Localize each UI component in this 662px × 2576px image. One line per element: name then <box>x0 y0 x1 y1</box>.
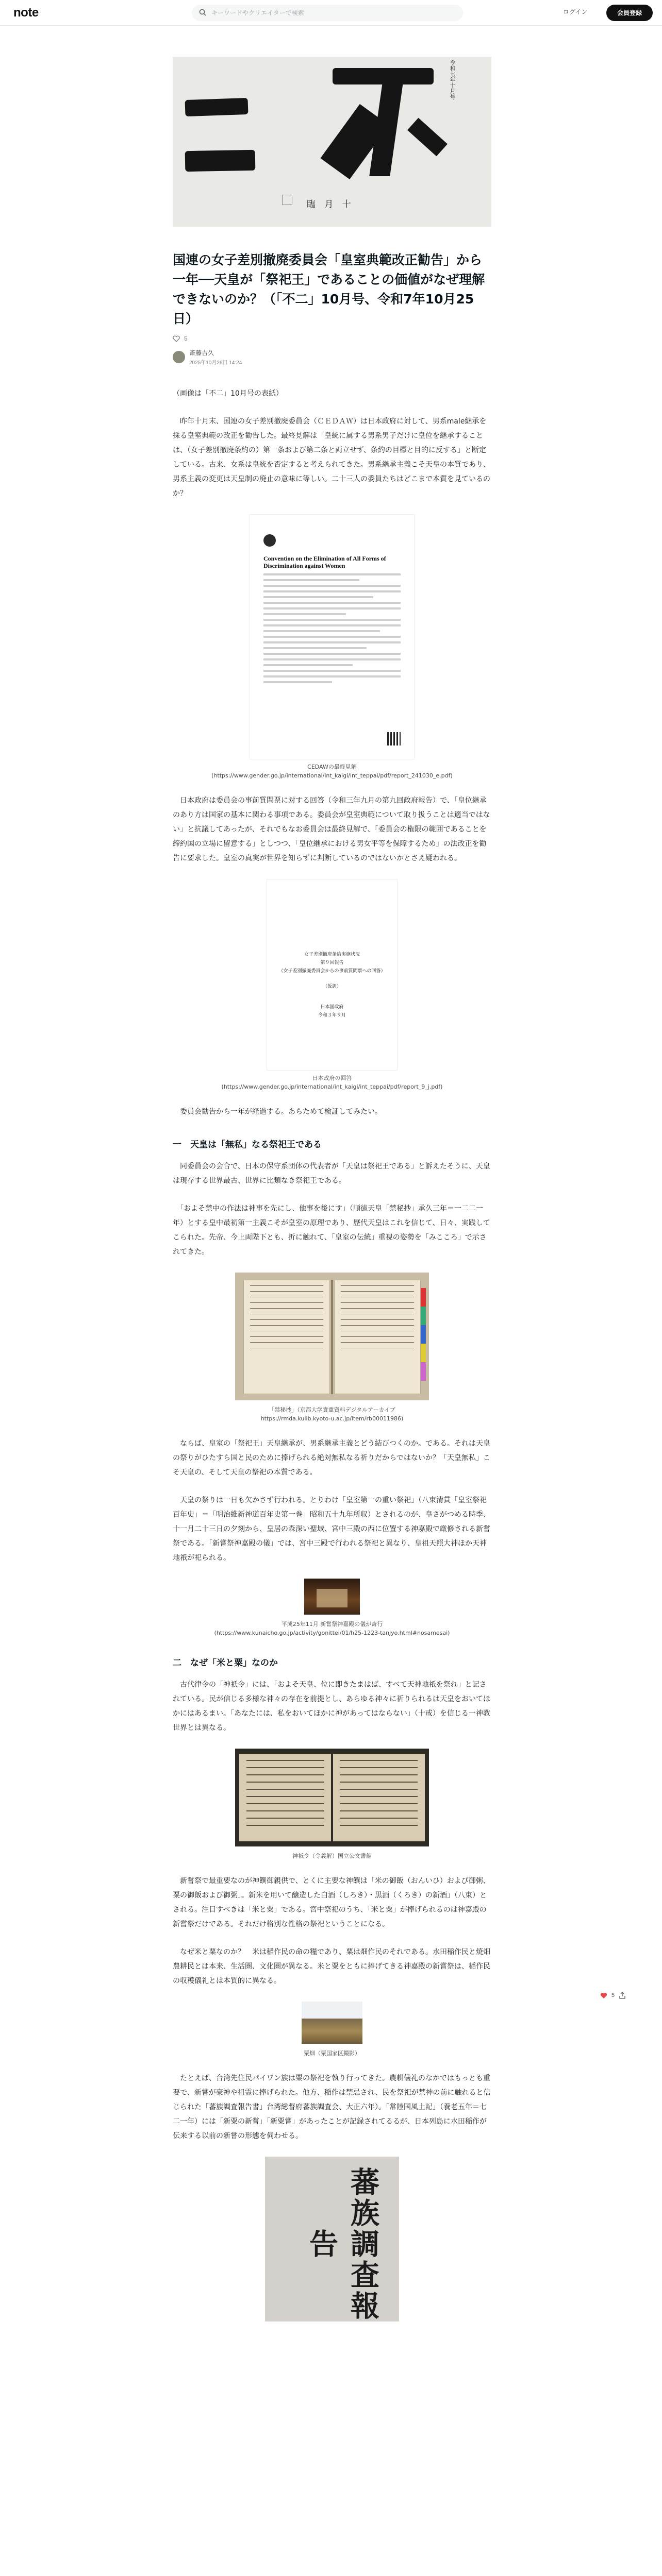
figure-millet-field <box>173 2002 491 2058</box>
figure-cedaw <box>173 514 491 780</box>
report-line: 日本国政府 <box>320 1005 344 1010</box>
cover-vertical-text: 令和七年十月号 <box>449 60 456 99</box>
search-box[interactable] <box>192 5 463 21</box>
figure-caption: 日本政府の回答 (https://www.gender.go.jp/international/int_kaigi/int_teppai/pdf/report_9_j.pdf) <box>221 1075 443 1090</box>
floating-like-count: 5 <box>611 1992 615 1998</box>
paragraph: 天皇の祭りは一日も欠かさず行われる。とりわけ「皇室第一の重い祭祀」（八束清貫「皇室祭祀百年史」＝「明治維新神道百年史第一巻」昭和五十九年所収）とされるのが、皇さがつめる時季、十一月二十三日の夕刻から、皇居の森深い聖域、宮中三殿の西に位置する神嘉殿で厳修される新嘗祭である。「新嘗祭神嘉殿の儀」では、宮中三殿で行われる祭祀と異なり、皇祖天照大神ほか天神地祇が祀られる。 <box>173 1496 490 1562</box>
figure-report-cover <box>173 2157 491 2321</box>
login-link[interactable]: ログイン <box>563 8 588 15</box>
report-line: 令和３年９月 <box>318 1013 346 1018</box>
article-title: 国連の女子差別撤廃委員会「皇室典範改正勧告」から一年──天皇が「祭祀王」であることの価値がなぜ理解できないのか？（「不二」10月号、令和7年10月25日） <box>173 252 485 326</box>
figure-caption: 粟畑（粟国家区撮影） <box>304 2050 360 2057</box>
report-line: 女子差別撤廃条約実施状況 <box>304 952 360 957</box>
paragraph: たとえば、台湾先住民パイワン族は粟の祭祀を執り行ってきた。農耕儀礼のなかではもっとも重要で、新嘗が豪神や祖霊に捧げられた。他方、稲作は禁忌され、民を祭祀が禁神の前に触れると信じられた「蕃族調査報告書」台湾総督府蕃族調査会、大正六年）。「常陸国風土記」（養老五年＝七二一年）には「新粟の新嘗」「新粟嘗」があったことが記録されてるるが、日本列島に水田稲作が伝来する以前の新嘗の形態を伺わせる。 <box>173 2074 491 2140</box>
figure-caption: 平成25年11月 新嘗祭神嘉殿の儀が斎行 (https://www.kunaicho.go.jp/activity/gonittei/01/h25-1223-tanjyo.html#nosamesai) <box>214 1621 450 1636</box>
heart-icon[interactable] <box>173 335 180 342</box>
search-input[interactable] <box>211 5 454 21</box>
millet-field-photo <box>302 2002 362 2044</box>
report-line: 第９回報告 <box>320 960 344 965</box>
jingiryo-book-image <box>235 1749 429 1846</box>
figure-kinpisho <box>173 1273 491 1423</box>
section-heading: 二 なぜ「米と粟」なのか <box>173 1658 278 1668</box>
shrine-photo <box>304 1579 360 1615</box>
report-line: （女子差別撤廃委員会からの事前質問票への回答） <box>278 969 386 974</box>
floating-actions <box>600 1992 626 1999</box>
paragraph: 委員会勧告から一年が経過する。あらためて検証してみたい。 <box>173 1108 382 1116</box>
figure-government-reply <box>173 879 491 1091</box>
paragraph: 「およそ禁中の作法は神事を先にし、他事を後にす」（順徳天皇「禁秘抄」承久三年＝一二二一年）とする皇中最初第一主義こそが皇室の原理であり、歴代天皇はこれを信じて、日々、実践してこられた。先帝、今上両陛下とも、折に触れて、「皇室の伝統」重視の姿勢を「みこころ」で示されてきた。 <box>173 1205 490 1256</box>
heart-icon[interactable] <box>600 1992 607 1999</box>
paragraph: 古代律令の「神祇令」には、「およそ天皇、位に即きたまはば、すべて天神地祇を祭れ」と記されている。民が信じる多様な神々の存在を前提とし、あらゆる神々に祈りられるは天皇をおいてほかにはあるまい。「あなたには、私をおいてほかに神があってはならない」（十戒）を信じる一神教世界とは異なる。 <box>173 1681 490 1732</box>
cover-month-text: 臨 月 十 <box>307 199 354 210</box>
section-heading: 一 天皇は「無私」なる祭祀王である <box>173 1140 322 1150</box>
avatar[interactable] <box>173 351 185 363</box>
share-icon[interactable] <box>619 1992 626 1999</box>
header <box>0 0 662 26</box>
paragraph: 同委員会の会合で、日本の保守系団体の代表者が「天皇は祭祀王である」と訴えたそうに、天皇は現存する世界最古、世界に比類なき祭祀王である。 <box>173 1162 490 1185</box>
post-date: 2025年10月26日 14:24 <box>189 360 242 366</box>
author-name[interactable]: 斎藤吉久 <box>189 349 214 357</box>
figure-caption: 「禁秘抄」（京都大学貴重資料デジタルアーカイブ https://rmda.kulib.kyoto-u.ac.jp/item/rb00011986) <box>260 1406 404 1422</box>
report-cover-image: 蕃族調査報告 <box>265 2157 399 2321</box>
figure-niinamesai <box>173 1579 491 1637</box>
register-button[interactable]: 会員登録 <box>606 5 653 21</box>
cedaw-document-image: Convention on the Elimination of All Forms of Discrimination against Women <box>250 514 415 759</box>
figure-caption: CEDAWの最終見解 (https://www.gender.go.jp/international/int_kaigi/int_teppai/pdf/report_241030_e.pdf) <box>211 764 453 779</box>
paragraph: なぜ米と粟なのか？ 米は稲作民の命の糧であり、粟は畑作民のそれである。水田稲作民と焼畑農耕民とは本来、生活圏、文化圏が異なる。米と粟をともに捧げてきる神嘉殿の新嘗祭は、稲作民の収穫儀礼とは本質的に異なる。 <box>173 1948 490 1985</box>
government-report-image <box>267 879 398 1071</box>
paragraph: 昨年十月末、国連の女子差別撤廃委員会（ＣＥＤＡＷ）は日本政府に対して、男系male継承を採る皇室典範の改正を勧告した。最終見解は「皇統に属する男系男子だけに皇位を継承することは、（女子差別撤廃条約の）第一条および第二条と両立せず、条約の目標と目的に反する」と断定している。古来、女系は皇統を否定すると考えられてきた。男系継承主義こそ天皇の本質であり、男系主義の変更は天皇制の廃止の意味に等しい。二十三人の委員たちはどこまで本質を見ているのか？ <box>173 417 490 498</box>
like-count: 5 <box>184 335 188 342</box>
author-block[interactable] <box>173 348 491 366</box>
report-line: （仮訳） <box>322 984 341 989</box>
article <box>173 57 491 2321</box>
paragraph: ならば、皇室の「祭祀王」天皇継承が、男系継承主義とどう結びつくのか。である。それは天皇の祭りがひたすら国と民のために捧げられる絶対無私なる祈りだからではないか？「天皇無私」こそ天皇の、そして天皇の祭祀の本質である。 <box>173 1439 490 1477</box>
paragraph: 新嘗祭で最重要なのが神饌御親供で、とくに主要な神饌は「米の御飯（おんいひ）および御粥、粟の御飯および御粥」。新米を用いて醸造した白酒（しろき）・黒酒（くろき）の新酒」（八束）とされる。注目すべきは「米と粟」である。宮中祭祀のうち、「米と粟」が捧げられるのは神嘉殿の新嘗祭だけである。それだけ格別な性格の祭祀ということになる。 <box>173 1877 490 1928</box>
search-icon <box>199 9 206 16</box>
like-row <box>173 335 491 342</box>
kinpisho-book-image <box>235 1273 429 1400</box>
figure-caption: 神祇令（令義解）国立公文書館 <box>292 1853 372 1859</box>
paragraph: 日本政府は委員会の事前質問票に対する回答（令和三年九月の第九回政府報告）で、「皇位継承のあり方は国家の基本に関わる事項である。委員会が皇室典範について取り扱うことは適当ではない」と抗議してあったが、それでもなお委員会は最終見解で、「委員会の権限の範囲であることを締約国の立場に留意する」としつつ、「皇位継承における男女平等を保障するため」の法改正を勧告に要求した。皇室の真実が世界を知らずに判断しているのではないかとさえ疑われる。 <box>173 796 490 862</box>
cover-image <box>173 57 491 227</box>
paragraph: （画像は「不二」10月号の表紙） <box>173 389 283 398</box>
figure-jingiryo <box>173 1749 491 1860</box>
note-logo[interactable]: note <box>13 6 39 20</box>
